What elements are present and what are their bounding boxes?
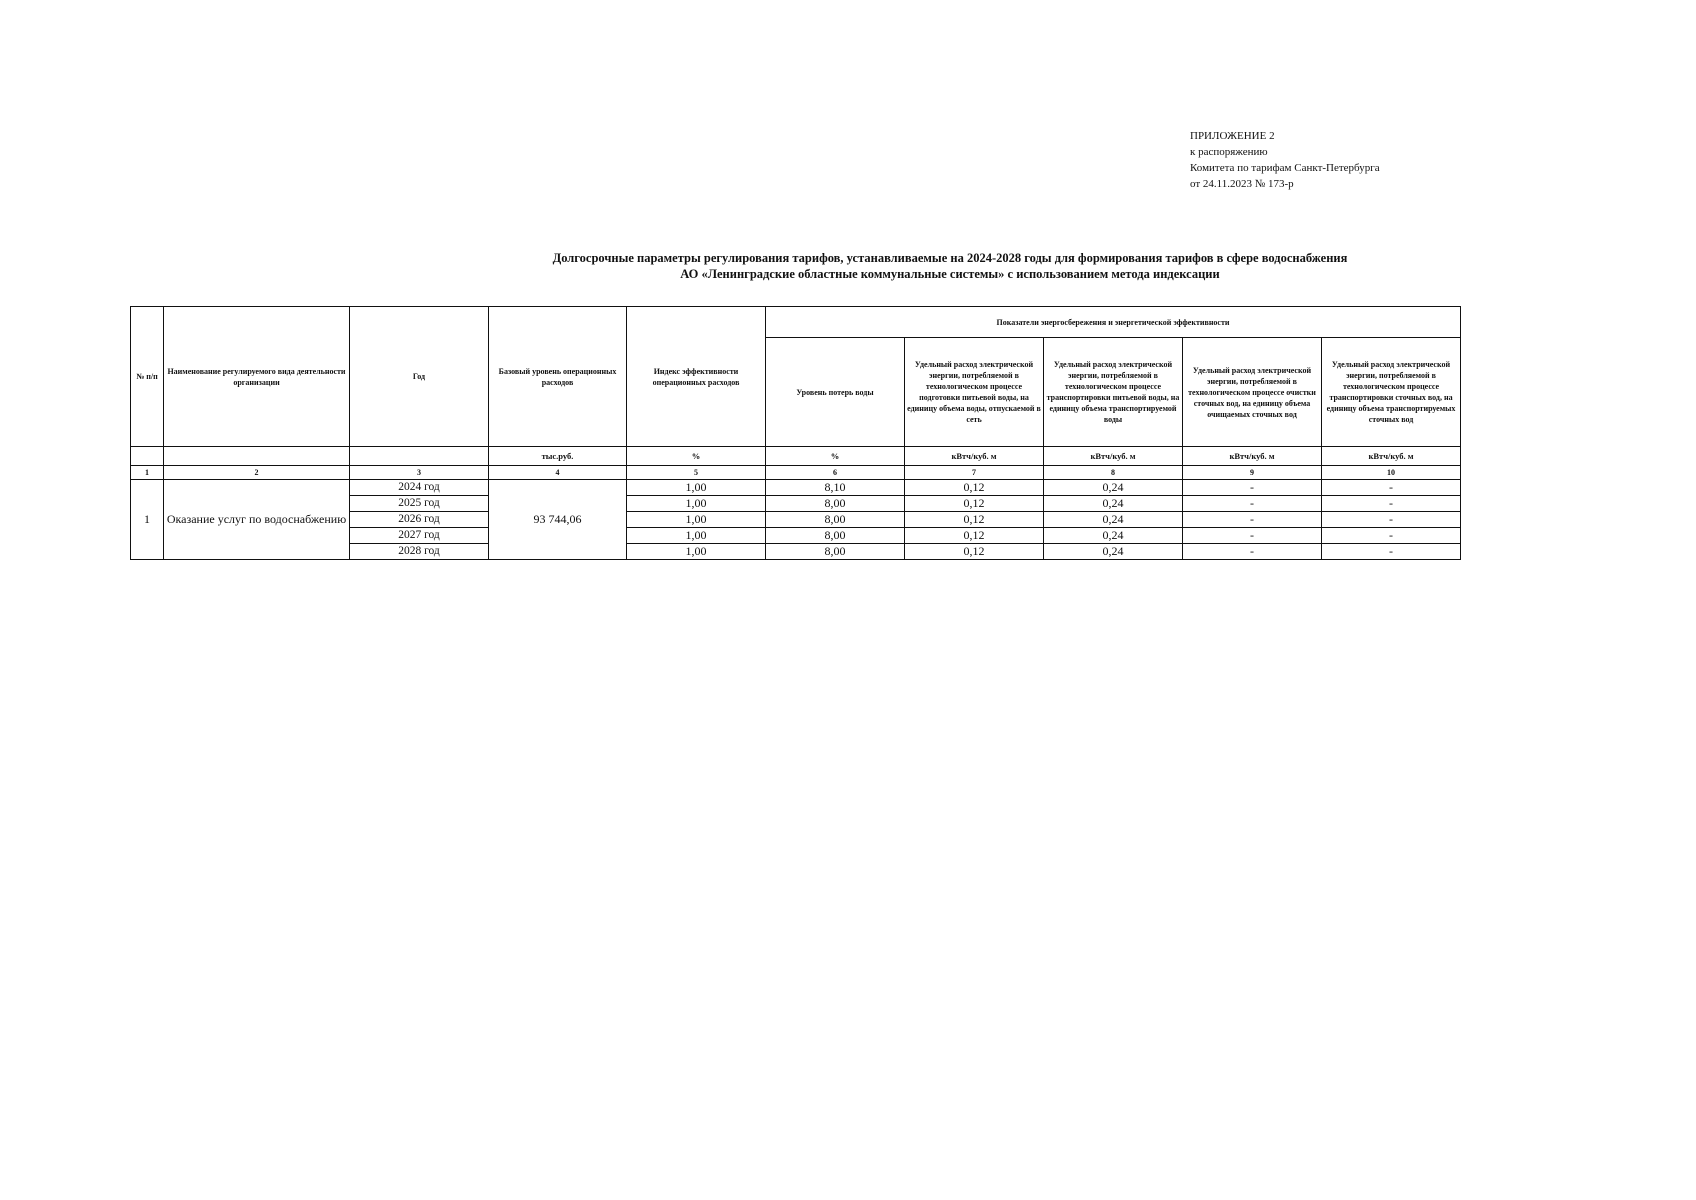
table-row: [131, 480, 1461, 496]
header-water-loss: Уровень потерь воды: [766, 338, 905, 447]
efficiency-index-cell: 1,00: [627, 496, 766, 512]
tariff-parameters-table: [130, 306, 1461, 560]
appendix-block: [1190, 128, 1380, 192]
header-num: № п/п: [131, 307, 164, 447]
column-number: 7: [905, 466, 1044, 480]
document-title-line-1: Долгосрочные параметры регулирования тарифов, устанавливаемые на 2024-2028 годы для формирования тарифов в сфере водоснабжения: [552, 251, 1348, 265]
unit-efficiency-index: %: [627, 447, 766, 466]
header-spec-wastewater-transport: Удельный расход электрической энергии, потребляемой в технологическом процессе транспортировки сточных вод, на единицу объема транспортируемых сточных вод: [1322, 338, 1461, 447]
column-number: 6: [766, 466, 905, 480]
spec-transport-cell: 0,24: [1044, 544, 1183, 560]
year-cell: 2028 год: [350, 544, 489, 560]
appendix-committee: Комитета по тарифам Санкт-Петербурга: [1190, 162, 1380, 174]
year-cell: 2027 год: [350, 528, 489, 544]
unit-empty: [350, 447, 489, 466]
header-spec-wastewater-treatment: Удельный расход электрической энергии, потребляемой в технологическом процессе очистки сточных вод, на единицу объема очищаемых сточных вод: [1183, 338, 1322, 447]
unit-spec-prep: кВтч/куб. м: [905, 447, 1044, 466]
year-cell: 2024 год: [350, 480, 489, 496]
spec-wastewater-treatment-cell: -: [1183, 544, 1322, 560]
spec-prep-cell: 0,12: [905, 496, 1044, 512]
unit-spec-wastewater-treatment: кВтч/куб. м: [1183, 447, 1322, 466]
efficiency-index-cell: 1,00: [627, 528, 766, 544]
water-loss-cell: 8,00: [766, 512, 905, 528]
spec-transport-cell: 0,24: [1044, 496, 1183, 512]
unit-spec-transport: кВтч/куб. м: [1044, 447, 1183, 466]
header-activity: Наименование регулируемого вида деятельности организации: [164, 307, 350, 447]
spec-transport-cell: 0,24: [1044, 512, 1183, 528]
unit-empty: [164, 447, 350, 466]
spec-prep-cell: 0,12: [905, 480, 1044, 496]
year-cell: 2026 год: [350, 512, 489, 528]
column-number: 9: [1183, 466, 1322, 480]
water-loss-cell: 8,00: [766, 496, 905, 512]
spec-transport-cell: 0,24: [1044, 528, 1183, 544]
spec-prep-cell: 0,12: [905, 528, 1044, 544]
document-title-line-2: АО «Ленинградские областные коммунальные системы» с использованием метода индексации: [680, 267, 1220, 281]
header-efficiency-index: Индекс эффективности операционных расходов: [627, 307, 766, 447]
column-number: 10: [1322, 466, 1461, 480]
header-energy-group: Показатели энергосбережения и энергетической эффективности: [766, 307, 1461, 338]
spec-prep-cell: 0,12: [905, 512, 1044, 528]
efficiency-index-cell: 1,00: [627, 512, 766, 528]
column-number: 2: [164, 466, 350, 480]
appendix-title: ПРИЛОЖЕНИЕ 2: [1190, 130, 1275, 142]
column-number: 5: [627, 466, 766, 480]
column-number: 1: [131, 466, 164, 480]
document-title: [300, 250, 1600, 282]
water-loss-cell: 8,00: [766, 528, 905, 544]
efficiency-index-cell: 1,00: [627, 480, 766, 496]
unit-spec-wastewater-transport: кВтч/куб. м: [1322, 447, 1461, 466]
year-cell: 2025 год: [350, 496, 489, 512]
spec-wastewater-treatment-cell: -: [1183, 512, 1322, 528]
spec-wastewater-transport-cell: -: [1322, 544, 1461, 560]
header-spec-transport: Удельный расход электрической энергии, потребляемой в технологическом процессе транспортировки питьевой воды, на единицу объема транспортируемой воды: [1044, 338, 1183, 447]
spec-transport-cell: 0,24: [1044, 480, 1183, 496]
spec-wastewater-treatment-cell: -: [1183, 528, 1322, 544]
water-loss-cell: 8,10: [766, 480, 905, 496]
spec-wastewater-treatment-cell: -: [1183, 496, 1322, 512]
spec-wastewater-transport-cell: -: [1322, 512, 1461, 528]
spec-wastewater-treatment-cell: -: [1183, 480, 1322, 496]
row-number: 1: [131, 480, 164, 560]
appendix-date-number: от 24.11.2023 № 173-р: [1190, 178, 1294, 190]
spec-prep-cell: 0,12: [905, 544, 1044, 560]
unit-base-level: тыс.руб.: [489, 447, 627, 466]
header-spec-prep: Удельный расход электрической энергии, потребляемой в технологическом процессе подготовки питьевой воды, на единицу объема воды, отпускаемой в сеть: [905, 338, 1044, 447]
appendix-line: к распоряжению: [1190, 146, 1268, 158]
spec-wastewater-transport-cell: -: [1322, 496, 1461, 512]
unit-water-loss: %: [766, 447, 905, 466]
header-base-level: Базовый уровень операционных расходов: [489, 307, 627, 447]
column-number: 3: [350, 466, 489, 480]
spec-wastewater-transport-cell: -: [1322, 480, 1461, 496]
column-number: 8: [1044, 466, 1183, 480]
spec-wastewater-transport-cell: -: [1322, 528, 1461, 544]
column-number: 4: [489, 466, 627, 480]
activity-name: Оказание услуг по водоснабжению: [164, 480, 350, 560]
water-loss-cell: 8,00: [766, 544, 905, 560]
efficiency-index-cell: 1,00: [627, 544, 766, 560]
base-level-value: 93 744,06: [489, 480, 627, 560]
header-year: Год: [350, 307, 489, 447]
unit-empty: [131, 447, 164, 466]
